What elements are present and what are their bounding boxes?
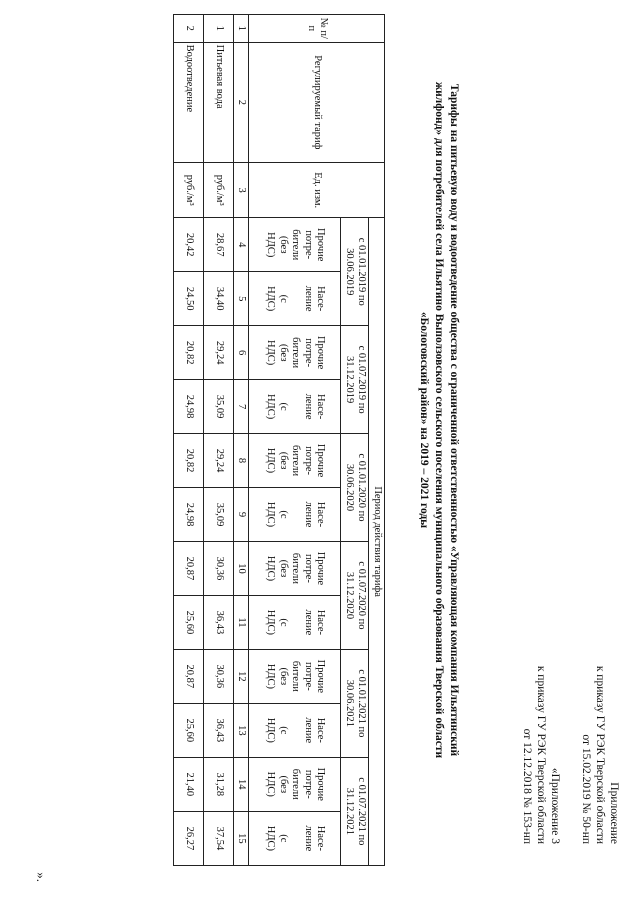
value-cell: 28,67 [204,218,234,272]
column-number: 1 [234,15,250,43]
value-cell: 20,87 [174,541,204,595]
value-cell: 26,27 [174,811,204,865]
row-number: 2 [174,15,204,43]
value-cell: 34,40 [204,272,234,326]
column-number-row [234,15,250,866]
value-cell: 37,54 [204,811,234,865]
column-number: 7 [234,380,250,434]
value-cell: 31,28 [204,757,234,811]
period-cell: с 01.01.2021 по 30.06.2021 [341,649,369,757]
unit-cell: руб./м³ [204,163,234,218]
value-cell: 30,36 [204,649,234,703]
value-cell: 20,87 [174,649,204,703]
period-cell: с 01.01.2020 по 30.06.2020 [341,434,369,542]
column-number: 5 [234,272,250,326]
title-line: Тарифы на питьевую воду и водоотведение общества с ограниченной ответственностью «Управляющая компания Ильятинский [448,83,460,757]
table-header-row [369,15,385,866]
subheader-other-consumers: Прочие потре- бители (без НДС) [249,757,341,811]
value-cell: 29,24 [204,434,234,488]
column-number: 15 [234,811,250,865]
column-number: 11 [234,595,250,649]
subheader-population: Насе- ление (с НДС) [249,488,341,542]
value-cell: 21,40 [174,757,204,811]
column-number: 14 [234,757,250,811]
value-cell: 30,36 [204,541,234,595]
row-number: 1 [204,15,234,43]
header-unit: Ед. изм. [249,163,385,218]
column-number: 8 [234,434,250,488]
appendix-header-line: к приказу ГУ РЭК Тверской области [594,665,606,844]
value-cell: 25,60 [174,595,204,649]
appendix-header-line: от 12.12.2018 № 153-нп [521,728,533,844]
period-cell: с 01.07.2020 по 31.12.2020 [341,541,369,649]
column-number: 13 [234,703,250,757]
tariff-table [173,14,385,866]
title-line: «Бологовский район» на 2019 – 2021 годы [418,311,430,529]
appendix-header-line: от 15.02.2019 № 50-нп [580,734,592,844]
value-cell: 24,50 [174,272,204,326]
header-number: № п/ п [249,15,385,43]
value-cell: 35,09 [204,488,234,542]
value-cell: 25,60 [174,703,204,757]
column-number: 3 [234,163,250,218]
value-cell: 29,24 [204,326,234,380]
value-cell: 24,98 [174,380,204,434]
value-cell: 20,82 [174,434,204,488]
appendix-header-line: «Приложение 3 [549,767,561,844]
header-period: Период действия тарифа [369,218,385,866]
value-cell: 20,42 [174,218,204,272]
tariff-name: Питьевая вода [204,42,234,162]
column-number: 10 [234,541,250,595]
subheader-other-consumers: Прочие потре- бители (без НДС) [249,649,341,703]
table-row [174,15,204,866]
value-cell: 35,09 [204,380,234,434]
value-cell: 24,98 [174,488,204,542]
period-cell: с 01.07.2021 по 31.12.2021 [341,757,369,865]
document-title [416,70,461,770]
value-cell: 36,43 [204,703,234,757]
subheader-population: Насе- ление (с НДС) [249,703,341,757]
appendix-header-line: Приложение [608,782,620,844]
appendix-header-line: к приказу ГУ РЭК Тверской области [535,665,547,844]
value-cell: 20,82 [174,326,204,380]
unit-cell: руб./м³ [174,163,204,218]
column-number: 4 [234,218,250,272]
subheader-population: Насе- ление (с НДС) [249,811,341,865]
table-row [204,15,234,866]
title-line: жилфонд» для потребителей села Ильятино Выползовского сельского поселения муниципального образования Тверской области [433,81,445,759]
period-cell: с 01.01.2019 по 30.06.2019 [341,218,369,326]
column-number: 9 [234,488,250,542]
column-number: 12 [234,649,250,703]
appendix-3-header [520,666,562,844]
subheader-other-consumers: Прочие потре- бители (без НДС) [249,218,341,272]
subheader-population: Насе- ление (с НДС) [249,272,341,326]
column-number: 6 [234,326,250,380]
subheader-other-consumers: Прочие потре- бители (без НДС) [249,541,341,595]
value-cell: 36,43 [204,595,234,649]
subheader-other-consumers: Прочие потре- бители (без НДС) [249,326,341,380]
closing-quote: ». [34,872,49,882]
subheader-population: Насе- ление (с НДС) [249,380,341,434]
column-number: 2 [234,42,250,162]
period-cell: с 01.07.2019 по 31.12.2019 [341,326,369,434]
subheader-other-consumers: Прочие потре- бители (без НДС) [249,434,341,488]
tariff-name: Водоотведение [174,42,204,162]
header-tariff: Регулируемый тариф [249,42,385,162]
appendix-header [579,666,621,844]
subheader-population: Насе- ление (с НДС) [249,595,341,649]
